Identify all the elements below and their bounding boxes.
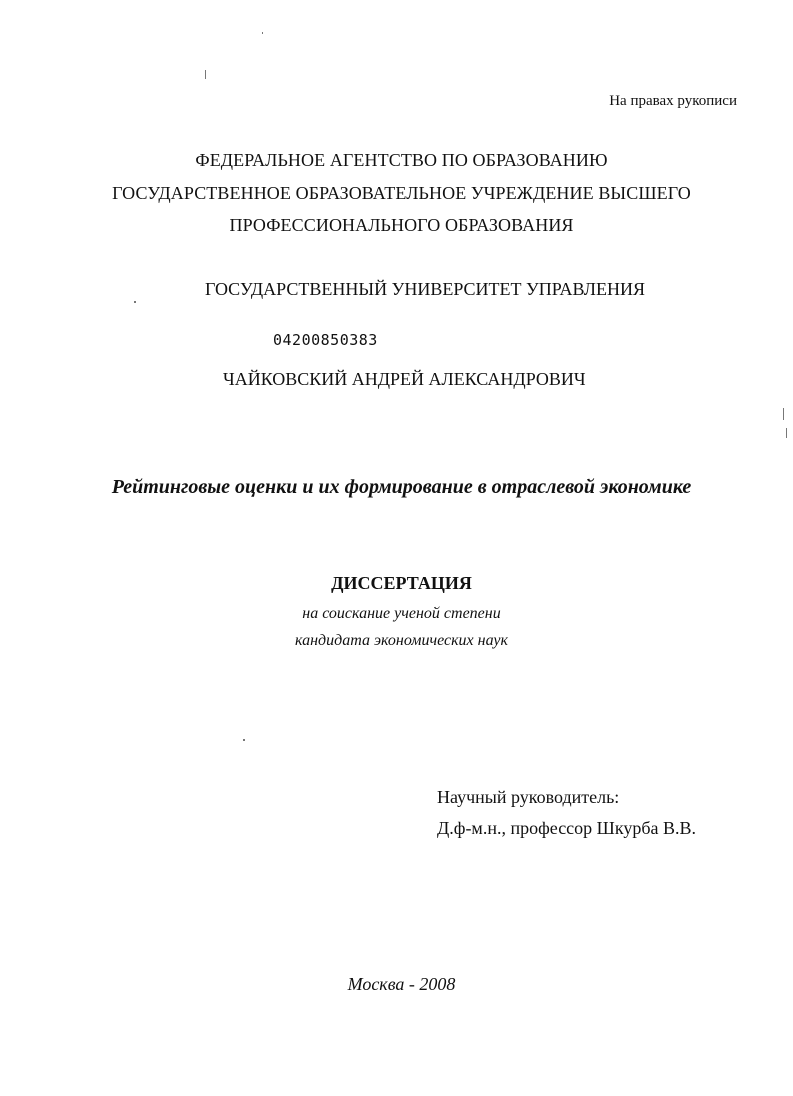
scan-speck — [205, 70, 206, 79]
catalog-code: 04200850383 — [273, 331, 378, 349]
scan-speck — [134, 301, 136, 303]
supervisor-name: Д.ф-м.н., профессор Шкурба В.В. — [437, 818, 696, 838]
author-name: ЧАЙКОВСКИЙ АНДРЕЙ АЛЕКСАНДРОВИЧ — [223, 369, 586, 389]
agency-name: ФЕДЕРАЛЬНОЕ АГЕНТСТВО ПО ОБРАЗОВАНИЮ — [195, 150, 608, 170]
scan-speck — [262, 32, 263, 34]
scan-speck — [783, 408, 784, 420]
scan-speck — [243, 739, 245, 741]
manuscript-rights-note: На правах рукописи — [609, 93, 737, 109]
supervisor-label: Научный руководитель: — [437, 787, 620, 807]
scan-speck — [786, 428, 787, 438]
degree-purpose-line2: кандидата экономических наук — [295, 632, 508, 649]
document-kind: ДИССЕРТАЦИЯ — [331, 573, 472, 593]
university-name: ГОСУДАРСТВЕННЫЙ УНИВЕРСИТЕТ УПРАВЛЕНИЯ — [205, 279, 646, 299]
city-year: Москва - 2008 — [347, 974, 456, 994]
dissertation-title: Рейтинговые оценки и их формирование в отраслевой экономике — [111, 476, 692, 498]
degree-purpose-line1: на соискание ученой степени — [302, 605, 501, 622]
institution-type-line2: ПРОФЕССИОНАЛЬНОГО ОБРАЗОВАНИЯ — [229, 215, 574, 235]
institution-type-line1: ГОСУДАРСТВЕННОЕ ОБРАЗОВАТЕЛЬНОЕ УЧРЕЖДЕНИЕ ВЫСШЕГО — [112, 183, 691, 203]
